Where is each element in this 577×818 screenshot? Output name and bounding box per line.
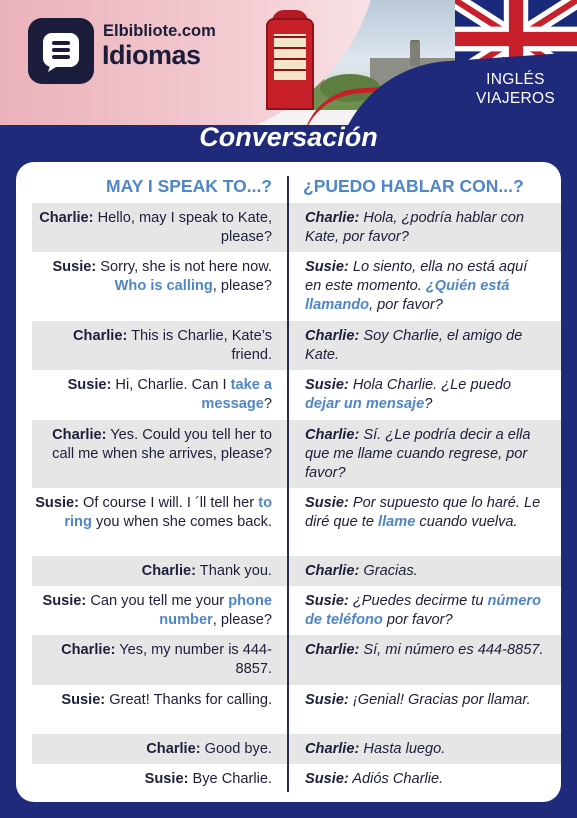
highlighted-phrase: phone number: [159, 593, 272, 629]
dialogue-row: [32, 321, 561, 370]
spanish-line: [305, 494, 545, 532]
highlighted-phrase: llame: [378, 514, 416, 531]
spanish-line: [305, 592, 545, 630]
dialogue-row: [32, 734, 561, 764]
line-text: Can you tell me your: [86, 593, 229, 609]
line-text: Bye Charlie.: [188, 771, 272, 787]
speaker-name: Susie:: [144, 771, 189, 787]
spanish-line: [305, 740, 545, 759]
highlighted-phrase: número de teléfono: [305, 593, 542, 629]
speaker-name: Charlie:: [146, 741, 201, 757]
speaker-name: Susie:: [305, 692, 349, 708]
line-text: , please?: [212, 612, 272, 629]
speaker-name: Charlie:: [141, 563, 196, 579]
logo: [28, 18, 94, 84]
line-text: ¡Genial! Gracias por llamar.: [348, 692, 531, 708]
line-text: , por favor?: [369, 297, 443, 314]
dialogue-row: [32, 203, 561, 252]
english-line: [32, 740, 272, 759]
brand-site: Elbibliote.com: [103, 22, 216, 40]
english-line: [32, 562, 272, 581]
speaker-name: Susie:: [67, 377, 112, 393]
speaker-name: Charlie:: [39, 210, 94, 226]
column-header-spanish: ¿PUEDO HABLAR CON...?: [303, 176, 524, 196]
dialogue-row: [32, 685, 561, 734]
line-text: Hola, ¿podría hablar con Kate, por favor?: [305, 210, 525, 246]
speaker-name: Charlie:: [52, 427, 107, 443]
dialogue-row: [32, 556, 561, 586]
spanish-line: [305, 258, 545, 316]
spanish-line: [305, 209, 545, 247]
line-text: ?: [424, 396, 433, 413]
english-line: [32, 376, 272, 414]
english-line: [32, 641, 272, 679]
speaker-name: Charlie:: [305, 563, 360, 579]
line-text: Yes. Could you tell her to call me when she arrives, please?: [52, 427, 272, 463]
speaker-name: Charlie:: [305, 328, 360, 344]
line-text: cuando vuelva.: [415, 514, 518, 531]
english-line: [32, 258, 272, 296]
speaker-name: Susie:: [35, 495, 79, 511]
speaker-name: Susie:: [61, 692, 106, 708]
line-text: Hasta luego.: [359, 741, 446, 757]
line-text: Gracias.: [359, 563, 418, 579]
column-header-english: MAY I SPEAK TO...?: [106, 176, 272, 196]
dialogue-row: [32, 764, 561, 794]
line-text: you when she comes back.: [91, 514, 272, 531]
spanish-line: [305, 691, 545, 710]
red-phone-booth-image: [266, 18, 314, 110]
spanish-line: [305, 327, 545, 365]
english-line: [32, 426, 272, 464]
line-text: ?: [263, 396, 272, 413]
dialogue-row: [32, 370, 561, 420]
line-text: Sí. ¿Le podría decir a ella que me llame cuando regrese, por favor?: [305, 427, 531, 482]
brand-name: Idiomas: [102, 40, 201, 70]
dialogue-row: [32, 420, 561, 488]
header-banner: [0, 0, 577, 125]
line-text: Hola Charlie. ¿Le puedo: [348, 377, 512, 393]
dialogue-row: [32, 635, 561, 685]
line-text: Good bye.: [200, 741, 272, 757]
spanish-line: [305, 376, 545, 414]
line-text: Of course I will. I ´ll tell her: [78, 495, 259, 511]
speaker-name: Susie:: [305, 771, 349, 787]
dialogue-row: [32, 586, 561, 635]
speaker-name: Susie:: [305, 495, 349, 511]
speaker-name: Susie:: [305, 377, 349, 393]
line-text: Soy Charlie, el amigo de Kate.: [305, 328, 523, 364]
speaker-name: Charlie:: [305, 642, 360, 658]
speaker-name: Charlie:: [61, 642, 116, 658]
english-line: [32, 327, 272, 365]
spanish-line: [305, 770, 545, 789]
line-text: Hello, may I speak to Kate, please?: [93, 210, 272, 246]
line-text: Yes, my number is 444-8857.: [115, 642, 272, 678]
line-text: Por supuesto que lo haré. Le diré que te: [305, 495, 541, 531]
logo-icon: [40, 30, 82, 72]
speaker-name: Susie:: [305, 259, 349, 275]
line-text: Lo siento, ella no está aquí en este momento.: [305, 259, 528, 295]
speaker-name: Charlie:: [305, 210, 360, 226]
speaker-name: Susie:: [52, 259, 97, 275]
spanish-line: [305, 426, 545, 484]
page-title: Conversación: [199, 122, 378, 152]
english-line: [32, 209, 272, 247]
level-audience: VIAJEROS: [475, 90, 555, 107]
speaker-name: Susie:: [305, 593, 349, 609]
speaker-name: Susie:: [42, 593, 87, 609]
highlighted-phrase: to ring: [64, 495, 272, 531]
highlighted-phrase: Who is calling: [114, 278, 213, 295]
line-text: por favor?: [382, 612, 453, 629]
spanish-line: [305, 641, 545, 660]
english-line: [32, 770, 272, 789]
conversation-card: [16, 162, 561, 802]
level-language: INGLÉS: [486, 71, 545, 88]
speaker-name: Charlie:: [305, 427, 360, 443]
dialogue-row: [32, 488, 561, 556]
spanish-line: [305, 562, 545, 581]
english-line: [32, 592, 272, 630]
highlighted-phrase: dejar un mensaje: [305, 396, 425, 413]
line-text: Adiós Charlie.: [348, 771, 444, 787]
dialogue-row: [32, 252, 561, 321]
line-text: Hi, Charlie. Can I: [111, 377, 231, 393]
english-line: [32, 691, 272, 710]
line-text: Thank you.: [196, 563, 272, 579]
speaker-name: Charlie:: [305, 741, 360, 757]
column-divider: [287, 176, 289, 792]
line-text: Sorry, she is not here now.: [96, 259, 272, 275]
line-text: Sí, mi número es 444-8857.: [359, 642, 544, 658]
line-text: , please?: [212, 278, 272, 295]
line-text: This is Charlie, Kate’s friend.: [127, 328, 272, 364]
level-tag: [476, 70, 555, 108]
highlighted-phrase: take a message: [201, 377, 272, 413]
speaker-name: Charlie:: [73, 328, 128, 344]
english-line: [32, 494, 272, 532]
line-text: Great! Thanks for calling.: [105, 692, 272, 708]
highlighted-phrase: ¿Quién está llamando: [305, 278, 510, 314]
line-text: ¿Puedes decirme tu: [348, 593, 488, 609]
